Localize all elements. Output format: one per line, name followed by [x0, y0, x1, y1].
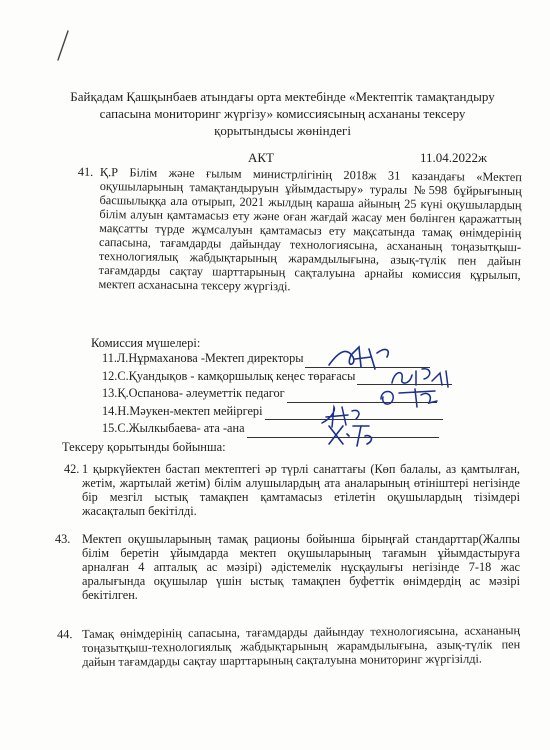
commission-title: Комиссия мүшелері:	[91, 336, 201, 350]
paragraph-text: Қ.Р Білім және ғылым министрлігінің 2018ж 31 казандағы «Мектеп оқушыларының тамақтандыруын ұйымдастыру» туралы №598 бұйрығының басшылыққа ала отырып, 2021 жылдың караша айының 25 күні оқушылардың білім алуын қамтамасыз ету және оған жағдай жасау мен бөлінген қаражаттың мақсатты түрде жұмсалуын қамтамасыз ету мақсатында тамақ өнімдерінің сапасына, тағамдарды дайындау технологиясына, асхананың тоңазытқыш-технологиялық жабдықтарының жарамдылығына, азық-түлік пен дайын тағамдарды сақтау шарттарының сақталуына арнайы комиссия құрылып, мектеп асханасына тексеру жүргізді.	[98, 165, 522, 294]
paragraph-text: 1 қыркүйектен бастап мектептегі әр түрлі санаттағы (Көп балалы, аз қамтылған, жетім, жартылай жетім) білім алушылардың ата аналарының өтініштері негізінде бір мезгіл ыстық тамақпен қамтамасыз етілетін оқушылардың тізімдері жасақталып бекітілді.	[82, 462, 520, 518]
commission-member: 14.Н.Мәукен-мектеп мейіргері	[102, 403, 452, 421]
pen-stroke-mark	[52, 28, 72, 63]
signature-line	[247, 426, 439, 438]
paragraph-text: Тамақ өнімдерінің сапасына, тағамдарды дайындау технологиясына, асхананың тоңазытқыш-технологиялық жабдықтарының жарамдылығына, азық-түлік пен дайын тағамдарды сақтау шарттарының сақталуына мониторинг жүргізілді.	[82, 623, 521, 669]
paragraph-42	[64, 462, 520, 518]
paragraph-41	[77, 164, 522, 296]
paragraph-number: 44.	[57, 627, 73, 642]
act-date: 11.04.2022ж	[420, 150, 487, 165]
signature-line	[287, 391, 437, 403]
commission-member: 13.Қ.Оспанова- әлеуметтік педагог	[102, 385, 452, 403]
act-label: АКТ	[248, 150, 274, 165]
paragraph-44	[57, 623, 521, 669]
paragraph-text: Мектеп оқушыларының тамақ рационы бойынша бірыңғай стандарттар(Жалпы білім беретін ұйымдарда мектеп оқушыларының тағамын ұйымдастыруға арналған 4 апталық ас мәзірі) әдістемелік нұсқаулығы негізінде 7-18 жас аралығында оқушылар үшін ыстық тамақпен буфеттік өнімдердің ас мәзірі бекітілген.	[82, 532, 520, 602]
commission-member: 11.Л.Нұрмаханова -Мектеп директоры	[102, 350, 452, 368]
signature-line	[265, 408, 443, 420]
paragraph-number: 43.	[55, 532, 71, 546]
paragraph-number: 41.	[77, 164, 94, 179]
commission-members-list	[102, 350, 452, 438]
paragraph-43	[55, 532, 520, 602]
signature-line	[357, 373, 452, 385]
commission-member: 15.С.Жылкыбаева- ата -ана	[102, 420, 452, 438]
document-title: Байқадам Қашқынбаев атындағы орта мектебінде «Мектептік тамақтандыру сапасына мониторинг жүргізу» комиссиясының асхананы тексеру қорытындысы жөніндегі	[70, 89, 495, 138]
check-results-heading: Тексеру қорытынды бойынша:	[62, 440, 226, 454]
commission-member: 12.С.Қуандықов - камқоршылық кеңес төрағасы	[102, 368, 452, 386]
signature-line	[305, 356, 430, 368]
paragraph-number: 42.	[64, 462, 80, 476]
